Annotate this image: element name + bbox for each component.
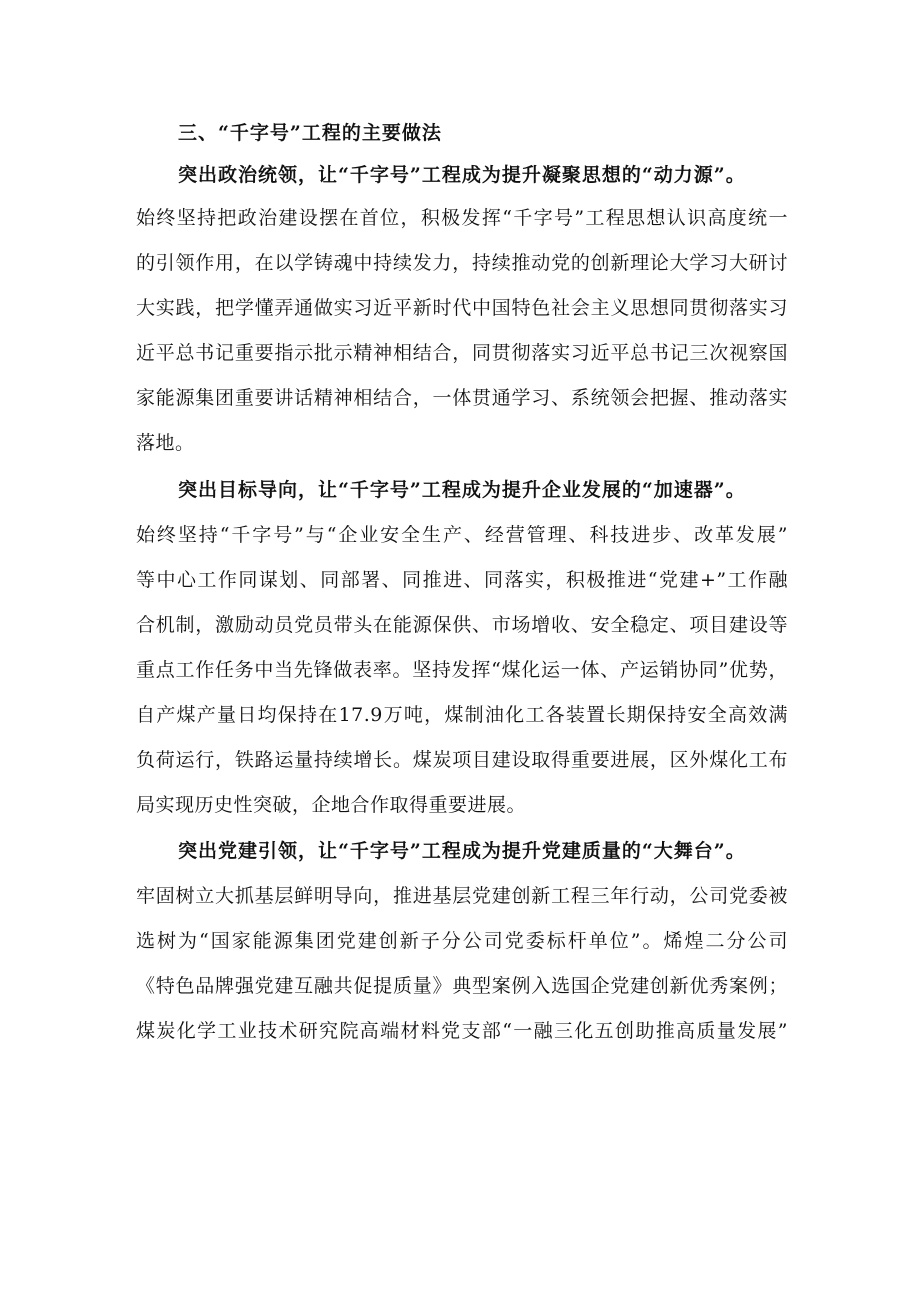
paragraph-1-heading: 突出政治统领，让“千字号”工程成为提升凝聚思想的“动力源”。: [178, 164, 746, 186]
paragraph-1-line-3: 大实践，把学懂弄通做实习近平新时代中国特色社会主义思想同贯彻落实习: [136, 297, 788, 319]
paragraph-2-line-3: 合机制，激励动员党员带头在能源保供、市场增收、安全稳定、项目建设等: [136, 614, 788, 636]
paragraph-1-line-5: 家能源集团重要讲话精神相结合，一体贯通学习、系统领会把握、推动落实: [136, 387, 788, 409]
paragraph-2-line-2: 等中心工作同谋划、同部署、同推进、同落实，积极推进“党建+”工作融: [136, 569, 788, 591]
paragraph-3-line-3: 《特色品牌强党建互融共促提质量》典型案例入选国企党建创新优秀案例；: [136, 975, 788, 997]
paragraph-3-line-1: 牢固树立大抓基层鲜明导向，推进基层党建创新工程三年行动，公司党委被: [136, 885, 788, 907]
paragraph-1-line-1: 始终坚持把政治建设摆在首位，积极发挥“千字号”工程思想认识高度统一: [136, 207, 788, 229]
section-title: 三、“千字号”工程的主要做法: [178, 122, 442, 144]
paragraph-3-line-4: 煤炭化学工业技术研究院高端材料党支部“一融三化五创助推高质量发展”: [136, 1020, 788, 1042]
paragraph-2-line-7: 局实现历史性突破，企地合作取得重要进展。: [136, 794, 527, 816]
paragraph-2-heading: 突出目标导向，让“千字号”工程成为提升企业发展的“加速器”。: [178, 479, 746, 501]
paragraph-3-heading: 突出党建引领，让“千字号”工程成为提升党建质量的“大舞台”。: [178, 840, 746, 862]
paragraph-1-line-6: 落地。: [136, 432, 195, 454]
paragraph-1-line-2: 的引领作用，在以学铸魂中持续发力，持续推动党的创新理论大学习大研讨: [136, 252, 788, 274]
paragraph-3-line-2: 选树为“国家能源集团党建创新子分公司党委标杆单位”。烯煌二分公司: [136, 930, 788, 952]
paragraph-2-line-6: 负荷运行，铁路运量持续增长。煤炭项目建设取得重要进展，区外煤化工布: [136, 749, 788, 771]
paragraph-1-line-4: 近平总书记重要指示批示精神相结合，同贯彻落实习近平总书记三次视察国: [136, 342, 788, 364]
paragraph-2-line-4: 重点工作任务中当先锋做表率。坚持发挥“煤化运一体、产运销协同”优势，: [136, 659, 788, 681]
paragraph-2-line-1: 始终坚持“千字号”与“企业安全生产、经营管理、科技进步、改革发展”: [136, 524, 788, 546]
paragraph-2-line-5: 自产煤产量日均保持在17.9万吨，煤制油化工各装置长期保持安全高效满: [136, 704, 788, 726]
